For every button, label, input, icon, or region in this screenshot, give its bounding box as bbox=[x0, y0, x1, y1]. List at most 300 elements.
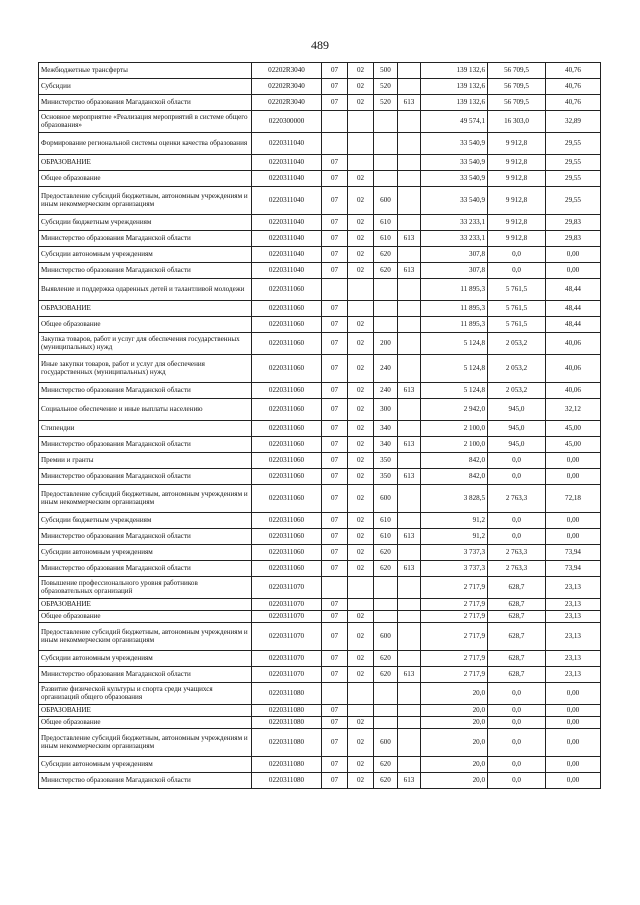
target-article-code: 0220311060 bbox=[252, 469, 322, 485]
table-row bbox=[39, 187, 601, 215]
section-code: 07 bbox=[322, 317, 348, 333]
execution-percent: 29,83 bbox=[546, 215, 601, 231]
executed-amount: 56 709,5 bbox=[488, 79, 546, 95]
table-row bbox=[39, 705, 601, 717]
target-article-code: 0220311060 bbox=[252, 485, 322, 513]
execution-percent: 29,55 bbox=[546, 133, 601, 155]
subsection-code: 02 bbox=[348, 611, 374, 623]
administrator-code bbox=[398, 355, 421, 383]
administrator-code bbox=[398, 421, 421, 437]
expense-type-code bbox=[374, 705, 398, 717]
section-code bbox=[322, 133, 348, 155]
row-name: Субсидии автономным учреждениям bbox=[39, 757, 252, 773]
subsection-code bbox=[348, 111, 374, 133]
planned-amount: 2 717,9 bbox=[421, 623, 488, 651]
administrator-code bbox=[398, 513, 421, 529]
row-name: Министерство образования Магаданской области bbox=[39, 231, 252, 247]
table-row bbox=[39, 133, 601, 155]
expense-type-code: 350 bbox=[374, 453, 398, 469]
planned-amount: 307,8 bbox=[421, 247, 488, 263]
administrator-code bbox=[398, 757, 421, 773]
executed-amount: 0,0 bbox=[488, 773, 546, 789]
row-name: Выявление и поддержка одаренных детей и талантливой молодежи bbox=[39, 279, 252, 301]
table-row bbox=[39, 717, 601, 729]
administrator-code: 613 bbox=[398, 95, 421, 111]
execution-percent: 0,00 bbox=[546, 453, 601, 469]
expense-type-code: 610 bbox=[374, 215, 398, 231]
table-row bbox=[39, 485, 601, 513]
section-code: 07 bbox=[322, 623, 348, 651]
table-row bbox=[39, 215, 601, 231]
subsection-code bbox=[348, 279, 374, 301]
planned-amount: 20,0 bbox=[421, 757, 488, 773]
expense-type-code bbox=[374, 717, 398, 729]
section-code: 07 bbox=[322, 773, 348, 789]
row-name: Премии и гранты bbox=[39, 453, 252, 469]
target-article-code: 0220311040 bbox=[252, 187, 322, 215]
subsection-code bbox=[348, 599, 374, 611]
row-name: Повышение профессионального уровня работников образовательных организаций bbox=[39, 577, 252, 599]
executed-amount: 628,7 bbox=[488, 599, 546, 611]
row-name: Основное мероприятие «Реализация мероприятий в системе общего образования» bbox=[39, 111, 252, 133]
target-article-code: 02202R3040 bbox=[252, 63, 322, 79]
target-article-code: 0220311080 bbox=[252, 717, 322, 729]
subsection-code: 02 bbox=[348, 773, 374, 789]
table-row bbox=[39, 545, 601, 561]
planned-amount: 33 233,1 bbox=[421, 231, 488, 247]
planned-amount: 33 540,9 bbox=[421, 171, 488, 187]
execution-percent: 32,89 bbox=[546, 111, 601, 133]
budget-table bbox=[38, 62, 601, 789]
planned-amount: 2 717,9 bbox=[421, 577, 488, 599]
target-article-code: 0220311040 bbox=[252, 215, 322, 231]
planned-amount: 2 100,0 bbox=[421, 437, 488, 453]
target-article-code: 02202R3040 bbox=[252, 95, 322, 111]
table-row bbox=[39, 611, 601, 623]
administrator-code bbox=[398, 155, 421, 171]
planned-amount: 139 132,6 bbox=[421, 79, 488, 95]
section-code: 07 bbox=[322, 513, 348, 529]
planned-amount: 33 540,9 bbox=[421, 187, 488, 215]
expense-type-code bbox=[374, 599, 398, 611]
section-code: 07 bbox=[322, 485, 348, 513]
executed-amount: 0,0 bbox=[488, 469, 546, 485]
row-name: Стипендии bbox=[39, 421, 252, 437]
planned-amount: 33 540,9 bbox=[421, 133, 488, 155]
section-code: 07 bbox=[322, 187, 348, 215]
executed-amount: 628,7 bbox=[488, 611, 546, 623]
administrator-code bbox=[398, 611, 421, 623]
planned-amount: 3 737,3 bbox=[421, 545, 488, 561]
subsection-code: 02 bbox=[348, 469, 374, 485]
execution-percent: 45,00 bbox=[546, 437, 601, 453]
table-row bbox=[39, 513, 601, 529]
section-code: 07 bbox=[322, 79, 348, 95]
executed-amount: 628,7 bbox=[488, 651, 546, 667]
section-code: 07 bbox=[322, 599, 348, 611]
execution-percent: 0,00 bbox=[546, 513, 601, 529]
execution-percent: 48,44 bbox=[546, 317, 601, 333]
section-code: 07 bbox=[322, 421, 348, 437]
expense-type-code: 620 bbox=[374, 651, 398, 667]
section-code: 07 bbox=[322, 399, 348, 421]
row-name: Формирование региональной системы оценки качества образования bbox=[39, 133, 252, 155]
row-name: Предоставление субсидий бюджетным, автономным учреждениям и иным некоммерческим организациям bbox=[39, 729, 252, 757]
row-name: Министерство образования Магаданской области bbox=[39, 469, 252, 485]
target-article-code: 0220311060 bbox=[252, 545, 322, 561]
execution-percent: 23,13 bbox=[546, 651, 601, 667]
planned-amount: 307,8 bbox=[421, 263, 488, 279]
table-row bbox=[39, 529, 601, 545]
executed-amount: 945,0 bbox=[488, 421, 546, 437]
row-name: Межбюджетные трансферты bbox=[39, 63, 252, 79]
section-code: 07 bbox=[322, 231, 348, 247]
budget-table-body bbox=[39, 63, 601, 789]
expense-type-code: 620 bbox=[374, 773, 398, 789]
subsection-code bbox=[348, 683, 374, 705]
target-article-code: 0220311040 bbox=[252, 133, 322, 155]
target-article-code: 0220311080 bbox=[252, 729, 322, 757]
execution-percent: 0,00 bbox=[546, 773, 601, 789]
table-row bbox=[39, 95, 601, 111]
target-article-code: 0220311080 bbox=[252, 683, 322, 705]
row-name: Министерство образования Магаданской области bbox=[39, 667, 252, 683]
subsection-code: 02 bbox=[348, 529, 374, 545]
row-name: Министерство образования Магаданской области bbox=[39, 561, 252, 577]
executed-amount: 0,0 bbox=[488, 729, 546, 757]
expense-type-code bbox=[374, 111, 398, 133]
execution-percent: 40,76 bbox=[546, 79, 601, 95]
expense-type-code bbox=[374, 317, 398, 333]
table-row bbox=[39, 399, 601, 421]
row-name: Общее образование bbox=[39, 171, 252, 187]
section-code: 07 bbox=[322, 263, 348, 279]
administrator-code: 613 bbox=[398, 231, 421, 247]
expense-type-code: 240 bbox=[374, 383, 398, 399]
table-row bbox=[39, 757, 601, 773]
subsection-code: 02 bbox=[348, 187, 374, 215]
target-article-code: 02202R3040 bbox=[252, 79, 322, 95]
subsection-code: 02 bbox=[348, 729, 374, 757]
execution-percent: 72,18 bbox=[546, 485, 601, 513]
expense-type-code: 520 bbox=[374, 95, 398, 111]
executed-amount: 9 912,8 bbox=[488, 231, 546, 247]
row-name: Иные закупки товаров, работ и услуг для обеспечения государственных (муниципальных) нужд bbox=[39, 355, 252, 383]
target-article-code: 0220311040 bbox=[252, 171, 322, 187]
execution-percent: 48,44 bbox=[546, 279, 601, 301]
subsection-code: 02 bbox=[348, 667, 374, 683]
table-row bbox=[39, 171, 601, 187]
planned-amount: 33 233,1 bbox=[421, 215, 488, 231]
execution-percent: 23,13 bbox=[546, 577, 601, 599]
executed-amount: 945,0 bbox=[488, 399, 546, 421]
table-row bbox=[39, 301, 601, 317]
expense-type-code: 620 bbox=[374, 263, 398, 279]
table-row bbox=[39, 231, 601, 247]
row-name: Развитие физической культуры и спорта среди учащихся организаций общего образования bbox=[39, 683, 252, 705]
executed-amount: 56 709,5 bbox=[488, 63, 546, 79]
planned-amount: 20,0 bbox=[421, 717, 488, 729]
planned-amount: 5 124,8 bbox=[421, 383, 488, 399]
planned-amount: 2 942,0 bbox=[421, 399, 488, 421]
planned-amount: 2 717,9 bbox=[421, 611, 488, 623]
executed-amount: 9 912,8 bbox=[488, 187, 546, 215]
section-code: 07 bbox=[322, 355, 348, 383]
execution-percent: 40,76 bbox=[546, 95, 601, 111]
expense-type-code bbox=[374, 279, 398, 301]
target-article-code: 0220311080 bbox=[252, 757, 322, 773]
execution-percent: 0,00 bbox=[546, 247, 601, 263]
execution-percent: 29,83 bbox=[546, 231, 601, 247]
row-name: Министерство образования Магаданской области bbox=[39, 95, 252, 111]
subsection-code bbox=[348, 577, 374, 599]
planned-amount: 5 124,8 bbox=[421, 333, 488, 355]
planned-amount: 139 132,6 bbox=[421, 63, 488, 79]
executed-amount: 2 053,2 bbox=[488, 333, 546, 355]
expense-type-code: 600 bbox=[374, 485, 398, 513]
row-name: ОБРАЗОВАНИЕ bbox=[39, 301, 252, 317]
administrator-code bbox=[398, 63, 421, 79]
executed-amount: 628,7 bbox=[488, 623, 546, 651]
execution-percent: 0,00 bbox=[546, 263, 601, 279]
subsection-code bbox=[348, 301, 374, 317]
executed-amount: 0,0 bbox=[488, 757, 546, 773]
planned-amount: 91,2 bbox=[421, 513, 488, 529]
target-article-code: 0220311060 bbox=[252, 453, 322, 469]
subsection-code: 02 bbox=[348, 623, 374, 651]
planned-amount: 11 895,3 bbox=[421, 301, 488, 317]
administrator-code bbox=[398, 717, 421, 729]
administrator-code bbox=[398, 599, 421, 611]
target-article-code: 0220311070 bbox=[252, 599, 322, 611]
execution-percent: 29,55 bbox=[546, 155, 601, 171]
section-code: 07 bbox=[322, 247, 348, 263]
planned-amount: 33 540,9 bbox=[421, 155, 488, 171]
subsection-code: 02 bbox=[348, 231, 374, 247]
target-article-code: 0220311080 bbox=[252, 705, 322, 717]
section-code: 07 bbox=[322, 171, 348, 187]
section-code: 07 bbox=[322, 63, 348, 79]
table-row bbox=[39, 623, 601, 651]
execution-percent: 40,76 bbox=[546, 63, 601, 79]
administrator-code: 613 bbox=[398, 529, 421, 545]
execution-percent: 40,06 bbox=[546, 333, 601, 355]
section-code: 07 bbox=[322, 301, 348, 317]
administrator-code bbox=[398, 317, 421, 333]
table-row bbox=[39, 599, 601, 611]
executed-amount: 9 912,8 bbox=[488, 215, 546, 231]
administrator-code bbox=[398, 171, 421, 187]
administrator-code bbox=[398, 729, 421, 757]
expense-type-code: 340 bbox=[374, 437, 398, 453]
executed-amount: 16 303,0 bbox=[488, 111, 546, 133]
administrator-code: 613 bbox=[398, 383, 421, 399]
target-article-code: 0220311060 bbox=[252, 437, 322, 453]
administrator-code bbox=[398, 705, 421, 717]
row-name: Министерство образования Магаданской области bbox=[39, 437, 252, 453]
table-row bbox=[39, 111, 601, 133]
table-row bbox=[39, 651, 601, 667]
section-code: 07 bbox=[322, 729, 348, 757]
execution-percent: 73,94 bbox=[546, 545, 601, 561]
executed-amount: 9 912,8 bbox=[488, 133, 546, 155]
subsection-code: 02 bbox=[348, 79, 374, 95]
table-row bbox=[39, 79, 601, 95]
row-name: Общее образование bbox=[39, 717, 252, 729]
row-name: Субсидии bbox=[39, 79, 252, 95]
administrator-code: 613 bbox=[398, 263, 421, 279]
subsection-code: 02 bbox=[348, 355, 374, 383]
planned-amount: 3 828,5 bbox=[421, 485, 488, 513]
subsection-code: 02 bbox=[348, 247, 374, 263]
execution-percent: 45,00 bbox=[546, 421, 601, 437]
administrator-code bbox=[398, 187, 421, 215]
table-row bbox=[39, 355, 601, 383]
executed-amount: 9 912,8 bbox=[488, 171, 546, 187]
executed-amount: 2 763,3 bbox=[488, 545, 546, 561]
planned-amount: 3 737,3 bbox=[421, 561, 488, 577]
expense-type-code: 600 bbox=[374, 729, 398, 757]
expense-type-code bbox=[374, 133, 398, 155]
table-row bbox=[39, 453, 601, 469]
table-row bbox=[39, 729, 601, 757]
execution-percent: 23,13 bbox=[546, 667, 601, 683]
table-row bbox=[39, 155, 601, 171]
expense-type-code: 350 bbox=[374, 469, 398, 485]
executed-amount: 5 761,5 bbox=[488, 317, 546, 333]
section-code: 07 bbox=[322, 611, 348, 623]
planned-amount: 11 895,3 bbox=[421, 279, 488, 301]
execution-percent: 23,13 bbox=[546, 611, 601, 623]
executed-amount: 945,0 bbox=[488, 437, 546, 453]
target-article-code: 0220311070 bbox=[252, 577, 322, 599]
subsection-code: 02 bbox=[348, 421, 374, 437]
planned-amount: 842,0 bbox=[421, 469, 488, 485]
execution-percent: 23,13 bbox=[546, 599, 601, 611]
section-code: 07 bbox=[322, 705, 348, 717]
planned-amount: 20,0 bbox=[421, 773, 488, 789]
planned-amount: 139 132,6 bbox=[421, 95, 488, 111]
subsection-code: 02 bbox=[348, 333, 374, 355]
execution-percent: 29,55 bbox=[546, 171, 601, 187]
administrator-code: 613 bbox=[398, 667, 421, 683]
section-code: 07 bbox=[322, 561, 348, 577]
subsection-code: 02 bbox=[348, 215, 374, 231]
execution-percent: 0,00 bbox=[546, 729, 601, 757]
target-article-code: 0220311080 bbox=[252, 773, 322, 789]
target-article-code: 0220311060 bbox=[252, 421, 322, 437]
administrator-code bbox=[398, 651, 421, 667]
section-code: 07 bbox=[322, 155, 348, 171]
administrator-code bbox=[398, 79, 421, 95]
target-article-code: 0220311040 bbox=[252, 263, 322, 279]
subsection-code: 02 bbox=[348, 171, 374, 187]
row-name: Предоставление субсидий бюджетным, автономным учреждениям и иным некоммерческим организациям bbox=[39, 187, 252, 215]
execution-percent: 23,13 bbox=[546, 623, 601, 651]
executed-amount: 9 912,8 bbox=[488, 155, 546, 171]
row-name: Субсидии автономным учреждениям bbox=[39, 247, 252, 263]
expense-type-code: 620 bbox=[374, 247, 398, 263]
subsection-code: 02 bbox=[348, 263, 374, 279]
subsection-code: 02 bbox=[348, 95, 374, 111]
planned-amount: 20,0 bbox=[421, 729, 488, 757]
administrator-code bbox=[398, 301, 421, 317]
subsection-code: 02 bbox=[348, 513, 374, 529]
planned-amount: 20,0 bbox=[421, 705, 488, 717]
row-name: Предоставление субсидий бюджетным, автономным учреждениям и иным некоммерческим организациям bbox=[39, 623, 252, 651]
expense-type-code: 610 bbox=[374, 513, 398, 529]
planned-amount: 11 895,3 bbox=[421, 317, 488, 333]
executed-amount: 0,0 bbox=[488, 683, 546, 705]
execution-percent: 0,00 bbox=[546, 529, 601, 545]
executed-amount: 0,0 bbox=[488, 529, 546, 545]
target-article-code: 0220311070 bbox=[252, 667, 322, 683]
row-name: ОБРАЗОВАНИЕ bbox=[39, 599, 252, 611]
executed-amount: 2 763,3 bbox=[488, 485, 546, 513]
administrator-code bbox=[398, 399, 421, 421]
execution-percent: 40,06 bbox=[546, 383, 601, 399]
executed-amount: 628,7 bbox=[488, 577, 546, 599]
execution-percent: 29,55 bbox=[546, 187, 601, 215]
target-article-code: 0220311060 bbox=[252, 513, 322, 529]
execution-percent: 0,00 bbox=[546, 683, 601, 705]
administrator-code bbox=[398, 247, 421, 263]
execution-percent: 40,06 bbox=[546, 355, 601, 383]
target-article-code: 0220311060 bbox=[252, 355, 322, 383]
administrator-code bbox=[398, 545, 421, 561]
page-number: 489 bbox=[311, 38, 329, 52]
subsection-code: 02 bbox=[348, 545, 374, 561]
row-name: ОБРАЗОВАНИЕ bbox=[39, 705, 252, 717]
row-name: ОБРАЗОВАНИЕ bbox=[39, 155, 252, 171]
execution-percent: 0,00 bbox=[546, 757, 601, 773]
administrator-code bbox=[398, 623, 421, 651]
target-article-code: 0220311060 bbox=[252, 399, 322, 421]
row-name: Субсидии автономным учреждениям bbox=[39, 545, 252, 561]
target-article-code: 0220311060 bbox=[252, 529, 322, 545]
administrator-code bbox=[398, 111, 421, 133]
section-code bbox=[322, 683, 348, 705]
row-name: Министерство образования Магаданской области bbox=[39, 773, 252, 789]
executed-amount: 56 709,5 bbox=[488, 95, 546, 111]
expense-type-code: 600 bbox=[374, 187, 398, 215]
target-article-code: 0220311060 bbox=[252, 279, 322, 301]
section-code: 07 bbox=[322, 383, 348, 399]
executed-amount: 0,0 bbox=[488, 247, 546, 263]
execution-percent: 48,44 bbox=[546, 301, 601, 317]
table-row bbox=[39, 279, 601, 301]
subsection-code: 02 bbox=[348, 383, 374, 399]
section-code bbox=[322, 111, 348, 133]
table-row bbox=[39, 561, 601, 577]
row-name: Субсидии бюджетным учреждениям bbox=[39, 215, 252, 231]
executed-amount: 0,0 bbox=[488, 717, 546, 729]
section-code: 07 bbox=[322, 667, 348, 683]
expense-type-code: 500 bbox=[374, 63, 398, 79]
expense-type-code: 620 bbox=[374, 667, 398, 683]
target-article-code: 0220311070 bbox=[252, 651, 322, 667]
section-code: 07 bbox=[322, 529, 348, 545]
section-code bbox=[322, 279, 348, 301]
expense-type-code: 610 bbox=[374, 231, 398, 247]
target-article-code: 0220311040 bbox=[252, 247, 322, 263]
expense-type-code: 620 bbox=[374, 545, 398, 561]
table-row bbox=[39, 683, 601, 705]
administrator-code bbox=[398, 453, 421, 469]
administrator-code bbox=[398, 215, 421, 231]
table-row bbox=[39, 577, 601, 599]
administrator-code bbox=[398, 485, 421, 513]
